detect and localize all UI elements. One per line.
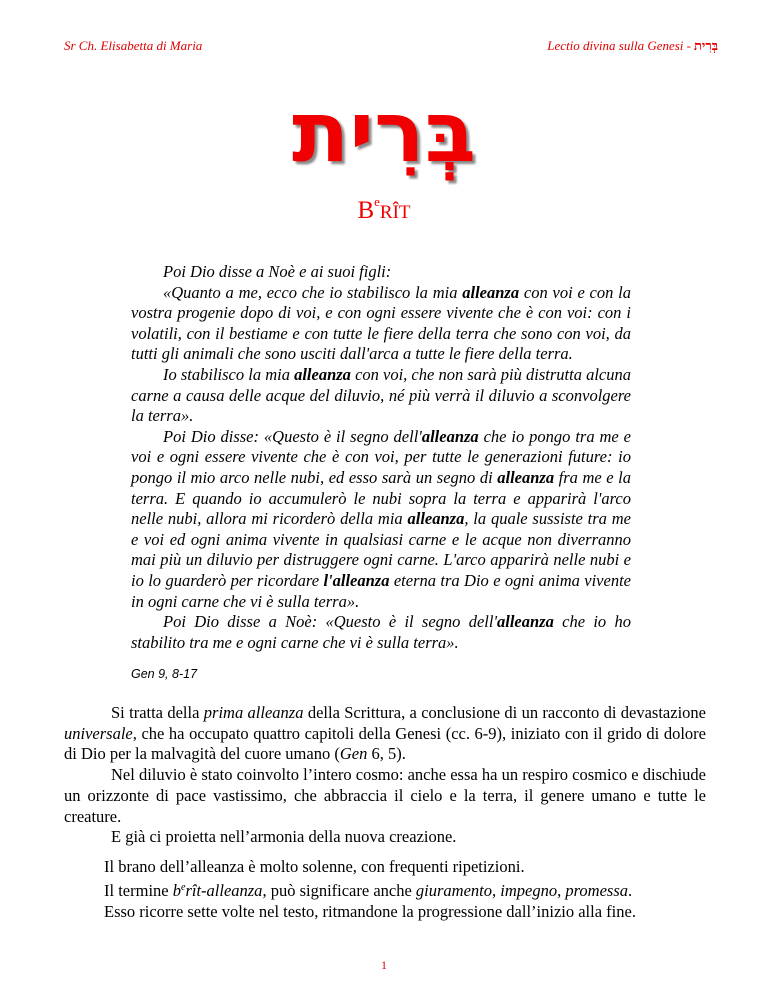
header-title <box>547 38 718 54</box>
body-p6: Esso ricorre sette volte nel testo, ritmandone la progressione dall’inizio alla fine. <box>104 902 636 921</box>
quote-p4: Poi Dio disse: «Questo è il segno dell'alleanza che io pongo tra me e voi e ogni essere vivente che è con voi, per tutte le generazioni future: io pongo il mio arco nelle nubi, ed esso sarà un segno di alleanza fra me e la terra. E quando io accumulerò le nubi sopra la terra e apparirà l'arco nelle nubi, allora mi ricorderò della mia alleanza, la quale sussiste tra me e voi ed ogni anima vivente in qualsiasi carne e le acque non diverranno mai più un diluvio per distruggere ogni carne. L'arco apparirà nelle nubi e io lo guarderò per ricordare l'alleanza eterna tra Dio e ogni anima vivente in ogni carne che vi è sulla terra». <box>131 426 631 611</box>
quote-p2: «Quanto a me, ecco che io stabilisco la mia alleanza con voi e con la vostra progenie dopo di voi, e con ogni essere vivente che è con voi: con i volatili, con il bestiame e con tutte le fiere della terra che sono con voi, da tutti gli animali che sono usciti dall'arca a tutte le fiere della terra. <box>131 282 631 364</box>
header-author: Sr Ch. Elisabetta di Maria <box>64 38 203 53</box>
transliteration <box>0 194 768 225</box>
scripture-quote <box>131 262 631 653</box>
commentary-body <box>64 703 706 848</box>
quote-p1: Poi Dio disse a Noè e ai suoi figli: <box>163 262 392 281</box>
page-number: 1 <box>381 958 387 972</box>
header-title-text: Lectio divina sulla Genesi - <box>547 38 691 53</box>
body-p2: Nel diluvio è stato coinvolto l’intero cosmo: anche essa ha un respiro cosmico e dischiude un orizzonte di pace vastissimo, che abbraccia il cielo e la terra, il genere umano e tutte le creature. <box>64 765 706 826</box>
commentary-body-2 <box>104 856 724 922</box>
quote-p5: Poi Dio disse a Noè: «Questo è il segno dell'alleanza che io ho stabilito tra me e ogni carne che vi è sulla terra». <box>131 612 631 652</box>
body-p5: Il termine $b^erît$-alleanza, può significare anche giuramento, impegno, promessa. <box>104 881 633 900</box>
body-p1: Si tratta della prima alleanza della Scrittura, a conclusione di un racconto di devastazione universale, che ha occupato quattro capitoli della Genesi (cc. 6-9), iniziato con il grido di dolore di Dio per la malvagità del cuore umano (Gen 6, 5). <box>64 703 706 764</box>
body-p4: Il brano dell’alleanza è molto solenne, con frequenti ripetizioni. <box>104 857 525 876</box>
hebrew-title: בְּרִית <box>292 83 476 181</box>
body-p3: E già ci proietta nell’armonia della nuova creazione. <box>111 827 457 847</box>
header-hebrew: בְּרִית <box>694 38 718 53</box>
scripture-reference: Gen 9, 8-17 <box>131 667 198 681</box>
translit-b: B <box>357 197 375 224</box>
translit-rest: RÎT <box>379 202 411 223</box>
quote-p3: Io stabilisco la mia alleanza con voi, che non sarà più distrutta alcuna carne a causa delle acque del diluvio, né più verrà il diluvio a sconvolgere la terra». <box>131 364 631 426</box>
translit-sup: e <box>374 194 380 209</box>
